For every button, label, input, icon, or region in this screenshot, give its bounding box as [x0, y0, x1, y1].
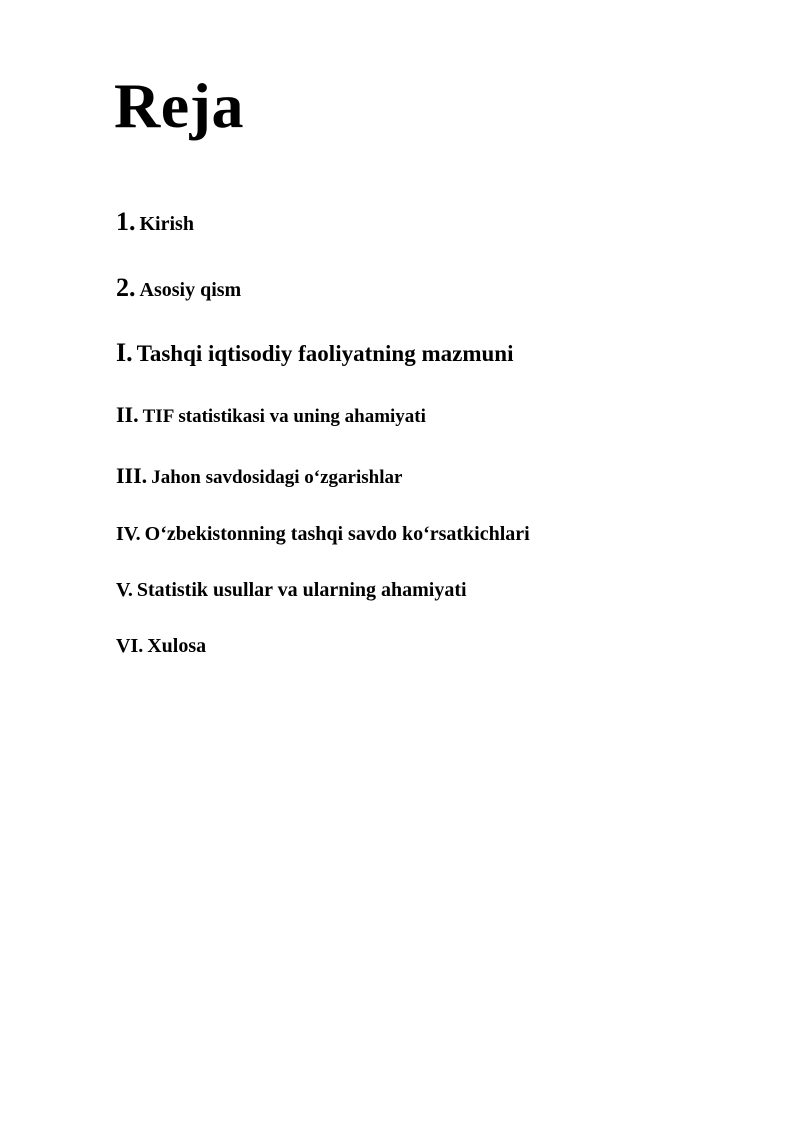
- plan-item-text: O‘zbekistonning tashqi savdo ko‘rsatkichlari: [144, 523, 530, 545]
- plan-item-text: TIF statistikasi va uning ahamiyati: [142, 406, 426, 427]
- plan-item-number: IV.: [116, 523, 141, 545]
- plan-item-text: Xulosa: [147, 635, 207, 657]
- plan-item-number: III.: [116, 463, 148, 488]
- plan-item-asosiy-qism: [116, 275, 241, 301]
- plan-item-number: II.: [116, 402, 139, 427]
- plan-item-section-2: [116, 404, 426, 426]
- plan-item-section-4: [116, 524, 530, 544]
- plan-item-section-5: [116, 580, 467, 600]
- plan-item-kirish: [116, 209, 194, 235]
- plan-item-text: Statistik usullar va ularning ahamiyati: [136, 579, 467, 601]
- page-title: Reja: [114, 70, 244, 141]
- plan-item-section-1: [116, 340, 513, 366]
- plan-item-text: Kirish: [139, 213, 194, 235]
- plan-item-number: V.: [116, 579, 133, 601]
- plan-item-text: Asosiy qism: [139, 279, 242, 301]
- plan-item-number: I.: [116, 338, 133, 367]
- plan-item-text: Jahon savdosidagi o‘zgarishlar: [151, 467, 403, 488]
- plan-item-section-3: [116, 465, 402, 487]
- plan-item-number: 1.: [116, 207, 136, 236]
- plan-item-text: Tashqi iqtisodiy faoliyatning mazmuni: [136, 341, 514, 366]
- plan-item-section-6: [116, 636, 206, 656]
- plan-item-number: 2.: [116, 273, 136, 302]
- plan-item-number: VI.: [116, 635, 144, 657]
